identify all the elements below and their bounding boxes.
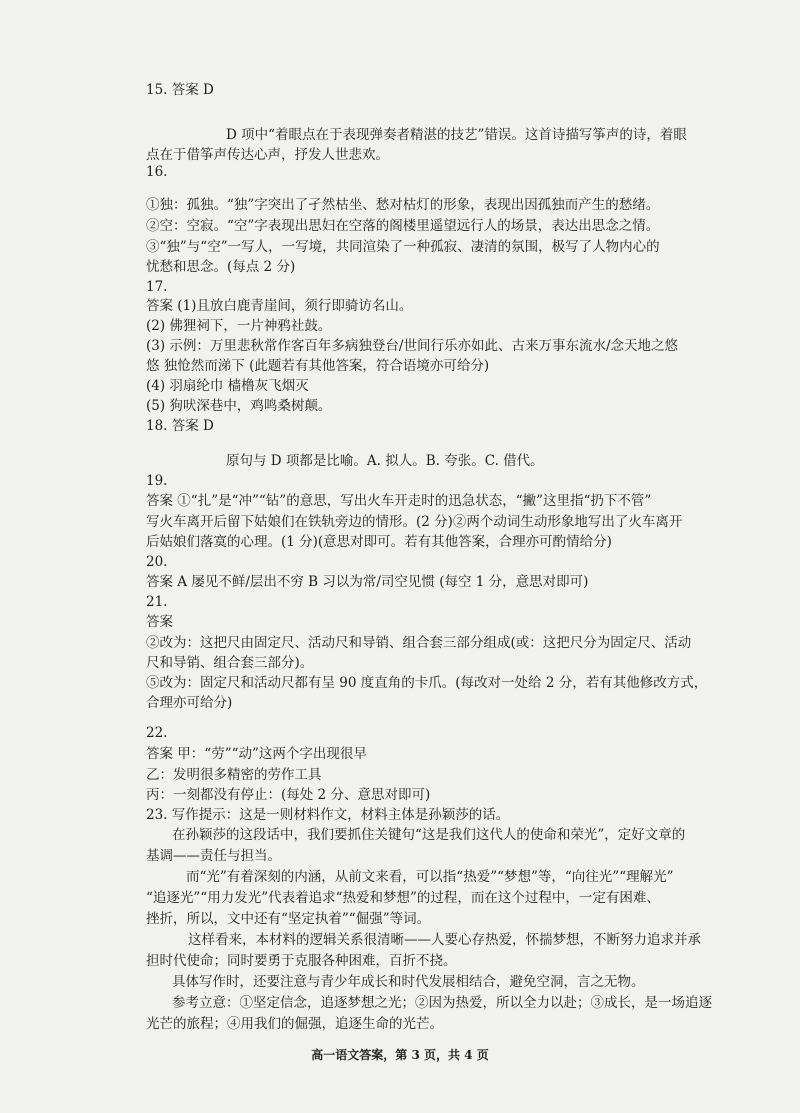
- line-q15-expl-2: 点在于借筝声传达心声，抒发人世悲欢。: [146, 147, 389, 163]
- line-q23-p3b: 担时代使命；同时要勇于克服各种困难，百折不挠。: [146, 953, 457, 969]
- line-q19-1: 答案 ①“扎”是“冲”“钻”的意思，写出火车开走时的迅急状态，“撇”这里指“扔下不管”: [146, 493, 652, 509]
- line-q23-p1a: 在孙颖莎的这段话中，我们要抓住关键句“这是我们这代人的使命和荣光”，定好文章的: [172, 827, 686, 843]
- line-q21-1: ②改为：这把尺由固定尺、活动尺和导销、组合套三部分组成(或：这把尺分为固定尺、活动: [146, 635, 692, 651]
- line-q17: 17.: [146, 279, 168, 295]
- line-q22-2: 乙：发明很多精密的劳作工具: [146, 767, 322, 783]
- line-q19: 19.: [146, 473, 168, 489]
- line-q17-4: (4) 羽扇纶巾 樯橹灰飞烟灭: [146, 378, 309, 394]
- line-q18-expl: 原句与 D 项都是比喻。A. 拟人。B. 夸张。C. 借代。: [226, 453, 544, 469]
- line-q23-p2b: “追逐光”“用力发光”代表着追求“热爱和梦想”的过程，而在这个过程中，一定有困难、: [146, 890, 660, 906]
- line-q23-p5b: 光芒的旅程；④用我们的倔强，追逐生命的光芒。: [146, 1016, 443, 1032]
- line-q17-1: 答案 (1)且放白鹿青崖间，须行即骑访名山。: [146, 298, 413, 314]
- line-q15: 15. 答案 D: [146, 82, 214, 98]
- page-footer: 高一语文答案，第 3 页，共 4 页: [311, 1048, 489, 1062]
- line-q16: 16.: [146, 164, 168, 180]
- line-q23-p4: 具体写作时，还要注意与青少年成长和时代发展相结合，避免空洞，言之无物。: [172, 974, 645, 990]
- line-q20: 20.: [146, 554, 168, 570]
- line-q18: 18. 答案 D: [146, 418, 214, 434]
- line-q23-p3a: 这样看来，本材料的逻辑关系很清晰——人要心存热爱，怀揣梦想，不断努力追求并承: [188, 932, 701, 948]
- line-q16-2: ②空：空寂。“空”字表现出思妇在空落的阁楼里遥望远行人的场景，表达出思念之情。: [146, 218, 660, 234]
- line-q21-label: 答案: [146, 614, 173, 630]
- line-q19-3: 后姑娘们落寞的心理。(1 分)(意思对即可。若有其他答案，合理亦可酌情给分): [146, 534, 612, 550]
- line-q15-expl-1: D 项中“着眼点在于表现弹奏者精湛的技艺”错误。这首诗描写筝声的诗，着眼: [226, 127, 687, 143]
- line-q23-p1b: 基调——责任与担当。: [146, 848, 281, 864]
- line-q21-2: 尺和导销、组合套三部分)。: [146, 655, 314, 671]
- line-q17-3a: (3) 示例：万里悲秋常作客百年多病独登台/世间行乐亦如此、古来万事东流水/念天地之悠: [146, 338, 679, 354]
- line-q16-3: ③“独”与“空”一写人，一写境，共同渲染了一种孤寂、凄清的氛围，极写了人物内心的: [146, 239, 660, 255]
- line-q21-3: ⑤改为：固定尺和活动尺都有呈 90 度直角的卡爪。(每改对一处给 2 分，若有其他修改方式，: [146, 675, 708, 691]
- line-q21-4: 合理亦可给分): [146, 695, 233, 711]
- line-q19-2: 写火车离开后留下姑娘们在铁轨旁边的情形。(2 分)②两个动词生动形象地写出了火车离开: [146, 514, 683, 530]
- line-q17-3b: 悠 独怆然而涕下 (此题若有其他答案，符合语境亦可给分): [146, 358, 490, 374]
- line-q23-p2c: 挫折，所以，文中还有“坚定执着”“倔强”等词。: [146, 911, 431, 927]
- line-q17-5: (5) 狗吠深巷中，鸡鸣桑树颠。: [146, 398, 332, 414]
- line-q16-1: ①独：孤独。“独”字突出了孑然枯坐、愁对枯灯的形象，表现出因孤独而产生的愁绪。: [146, 197, 660, 213]
- line-q23-p5a: 参考立意：①坚定信念，追逐梦想之光；②因为热爱，所以全力以赴；③成长，是一场追逐: [172, 995, 712, 1011]
- line-q22-1: 答案 甲：“劳”“动”这两个字出现很早: [146, 746, 367, 762]
- line-q22-3: 丙：一刻都没有停止：(每处 2 分、意思对即可): [146, 787, 431, 803]
- line-q17-2: (2) 佛狸祠下，一片神鸦社鼓。: [146, 318, 332, 334]
- line-q20-1: 答案 A 屡见不鲜/层出不穷 B 习以为常/司空见惯 (每空 1 分，意思对即可): [146, 574, 589, 590]
- line-q21: 21.: [146, 594, 168, 610]
- line-q23: 23. 写作提示：这是一则材料作文，材料主体是孙颖莎的话。: [146, 807, 510, 823]
- line-q16-4: 忧愁和思念。(每点 2 分): [146, 259, 296, 275]
- line-q22: 22.: [146, 725, 168, 741]
- line-q23-p2a: 而“光”有着深刻的内涵，从前文来看，可以指“热爱”“梦想”等，“向往光”“理解光”: [186, 869, 674, 885]
